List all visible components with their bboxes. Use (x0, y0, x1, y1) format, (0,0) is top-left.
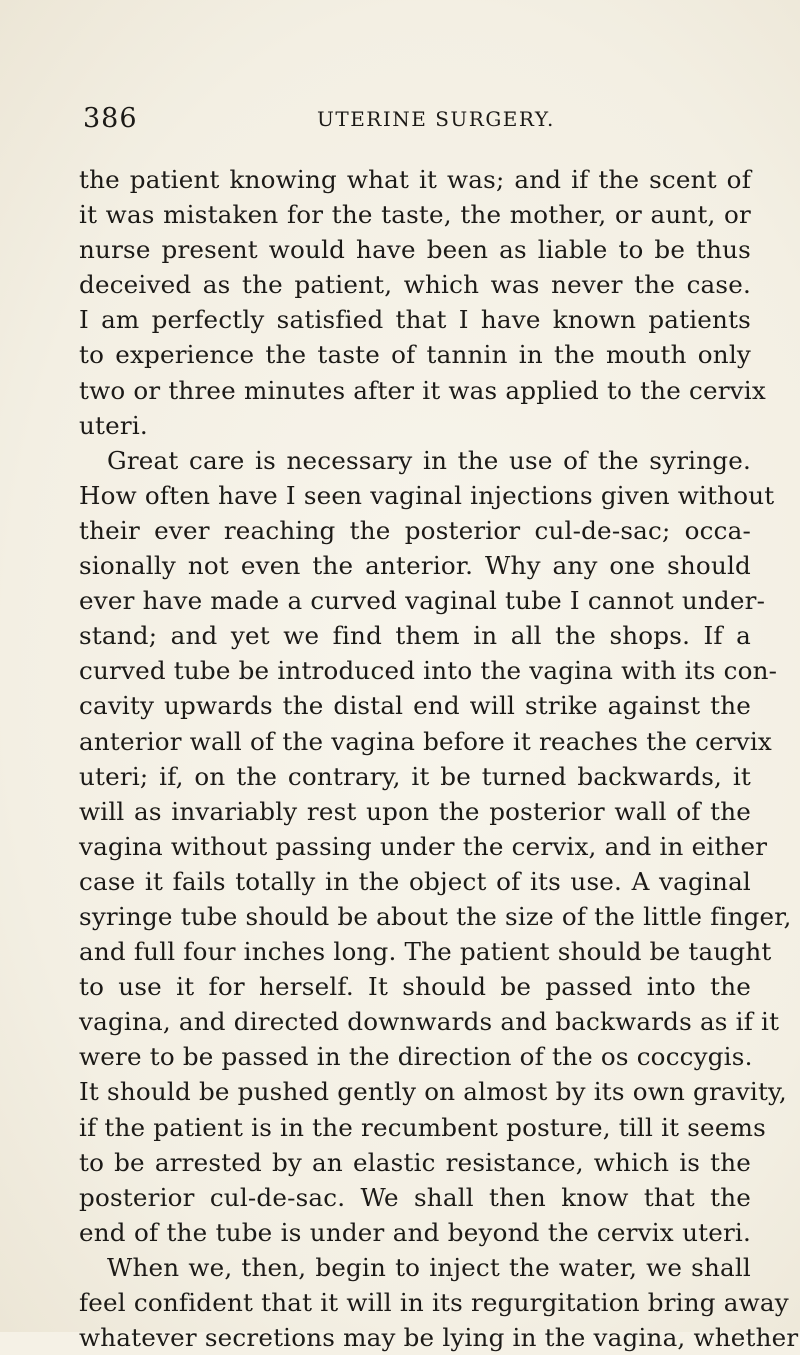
text-line: syringe tube should be about the size of the little finger, (79, 901, 792, 931)
text-line: How often have I seen vaginal injections given without (79, 480, 775, 510)
text-line: It should be pushed gently on almost by its own gravity, (79, 1077, 787, 1107)
text-line: Great care is necessary in the use of the syringe. (107, 445, 751, 475)
text-line: two or three minutes after it was applied to the cervix (79, 375, 766, 405)
text-line: to use it for herself. It should be passed into the (79, 972, 751, 1002)
body-text (79, 162, 799, 1355)
text-line: curved tube be introduced into the vagina with its con- (79, 656, 778, 686)
text-line: feel confident that it will in its regurgitation bring away (79, 1288, 789, 1317)
text-line: will as invariably rest upon the posterior wall of the (79, 796, 751, 826)
text-line: I am perfectly satisfied that I have known patients (79, 305, 751, 335)
text-line: end of the tube is under and beyond the cervix uteri. (79, 1217, 751, 1247)
text-line: whatever secretions may be lying in the vagina, whether (79, 1323, 799, 1353)
text-line: posterior cul-de-sac. We shall then know that the (79, 1182, 751, 1212)
page-number: 386 (83, 103, 138, 134)
text-line: stand; and yet we find them in all the shops. If a (79, 621, 751, 651)
text-line: nurse present would have been as liable to be thus (79, 235, 751, 265)
text-line: deceived as the patient, which was never the case. (79, 270, 751, 300)
text-line: it was mistaken for the taste, the mother, or aunt, or (79, 200, 751, 230)
page-header (83, 103, 743, 137)
text-line: uteri; if, on the contrary, it be turned backwards, it (79, 761, 751, 791)
text-line: cavity upwards the distal end will strike against the (79, 691, 751, 721)
text-line: the patient knowing what it was; and if the scent of (79, 165, 751, 194)
text-line: their ever reaching the posterior cul-de-sac; occa- (79, 515, 751, 545)
text-line: to experience the taste of tannin in the mouth only (79, 340, 751, 370)
text-line: ever have made a curved vaginal tube I cannot under- (79, 586, 766, 616)
text-line: When we, then, begin to inject the water, we shall (107, 1252, 751, 1282)
text-line: if the patient is in the recumbent posture, till it seems (79, 1112, 766, 1142)
running-head: UTERINE SURGERY. (317, 107, 555, 131)
text-line: sionally not even the anterior. Why any one should (79, 551, 751, 581)
text-line: vagina, and directed downwards and backwards as if it (79, 1007, 780, 1037)
text-line: uteri. (79, 410, 148, 440)
text-line: case it fails totally in the object of its use. A vaginal (79, 866, 751, 896)
text-line: to be arrested by an elastic resistance, which is the (79, 1147, 751, 1177)
text-line: were to be passed in the direction of the os coccygis. (79, 1042, 753, 1072)
text-line: anterior wall of the vagina before it reaches the cervix (79, 726, 773, 756)
text-line: vagina without passing under the cervix, and in either (79, 831, 768, 861)
text-line: and full four inches long. The patient should be taught (79, 937, 772, 967)
